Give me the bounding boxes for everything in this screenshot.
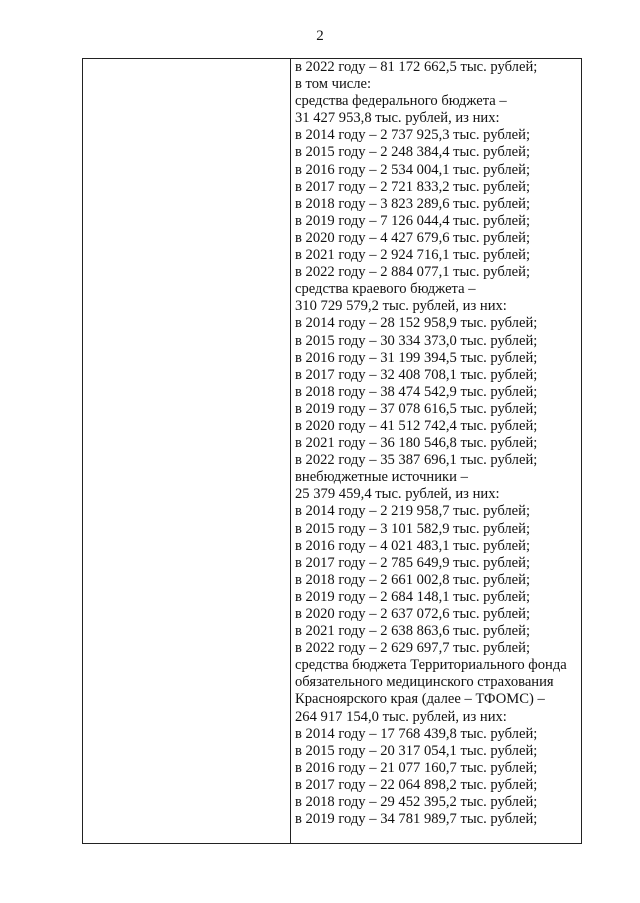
budget-line: в 2014 году – 28 152 958,9 тыс. рублей; <box>295 315 538 332</box>
budget-line: в 2019 году – 7 126 044,4 тыс. рублей; <box>295 212 531 229</box>
budget-line: в 2018 году – 3 823 289,6 тыс. рублей; <box>295 195 531 212</box>
budget-line: в 2014 году – 2 737 925,3 тыс. рублей; <box>295 127 531 144</box>
budget-line: в 2019 году – 2 684 148,1 тыс. рублей; <box>295 588 531 605</box>
budget-line: в 2022 году – 81 172 662,5 тыс. рублей; <box>295 59 538 75</box>
budget-line: в 2016 году – 31 199 394,5 тыс. рублей; <box>295 349 538 366</box>
budget-line: в 2022 году – 2 884 077,1 тыс. рублей; <box>295 264 531 281</box>
budget-line: в 2018 году – 29 452 395,2 тыс. рублей; <box>295 794 538 811</box>
table-cell-right <box>291 59 582 844</box>
table-cell-left <box>83 59 291 844</box>
budget-line: 25 379 459,4 тыс. рублей, из них: <box>295 486 500 503</box>
budget-line: 264 917 154,0 тыс. рублей, из них: <box>295 708 507 725</box>
budget-line: обязательного медицинского страхования <box>295 674 554 691</box>
budget-line: в 2015 году – 2 248 384,4 тыс. рублей; <box>295 144 531 161</box>
budget-line: в 2015 году – 3 101 582,9 тыс. рублей; <box>295 520 531 537</box>
budget-line: в 2016 году – 2 534 004,1 тыс. рублей; <box>295 161 531 178</box>
budget-line: внебюджетные источники – <box>295 469 468 486</box>
budget-line: в 2014 году – 17 768 439,8 тыс. рублей; <box>295 725 538 742</box>
budget-line: средства бюджета Территориального фонда <box>295 657 567 674</box>
budget-line: в 2021 году – 36 180 546,8 тыс. рублей; <box>295 435 538 452</box>
budget-line: в 2014 году – 2 219 958,7 тыс. рублей; <box>295 503 531 520</box>
budget-line: в 2020 году – 2 637 072,6 тыс. рублей; <box>295 606 531 622</box>
budget-line: в 2021 году – 2 924 716,1 тыс. рублей; <box>295 247 531 264</box>
budget-line: в 2017 году – 2 721 833,2 тыс. рублей; <box>295 178 531 195</box>
budget-line: средства краевого бюджета – <box>295 281 476 298</box>
budget-line: 310 729 579,2 тыс. рублей, из них: <box>295 298 507 315</box>
budget-line: в 2020 году – 41 512 742,4 тыс. рублей; <box>295 417 538 434</box>
budget-line: в 2021 году – 2 638 863,6 тыс. рублей; <box>295 623 531 640</box>
budget-line: в 2017 году – 2 785 649,9 тыс. рублей; <box>295 554 531 571</box>
budget-line: Красноярского края (далее – ТФОМС) – <box>295 691 545 708</box>
budget-line: в 2017 году – 22 064 898,2 тыс. рублей; <box>295 776 538 793</box>
budget-line: в 2015 году – 20 317 054,1 тыс. рублей; <box>295 742 538 759</box>
budget-line: в 2017 году – 32 408 708,1 тыс. рублей; <box>295 366 538 383</box>
budget-line: в 2016 году – 4 021 483,1 тыс. рублей; <box>295 537 531 554</box>
budget-line: средства федерального бюджета – <box>295 93 507 110</box>
budget-line: в 2019 году – 37 078 616,5 тыс. рублей; <box>295 400 538 417</box>
budget-line: в 2022 году – 35 387 696,1 тыс. рублей; <box>295 452 538 469</box>
budget-line: в 2018 году – 2 661 002,8 тыс. рублей; <box>295 571 531 588</box>
budget-lines <box>295 59 581 828</box>
budget-table <box>82 58 582 844</box>
table-row <box>83 59 582 844</box>
budget-line: в 2020 году – 4 427 679,6 тыс. рублей; <box>295 229 531 246</box>
budget-line: в 2019 году – 34 781 989,7 тыс. рублей; <box>295 811 538 828</box>
budget-line: в том числе: <box>295 76 372 93</box>
budget-line: в 2016 году – 21 077 160,7 тыс. рублей; <box>295 759 538 776</box>
page-number: 2 <box>316 28 324 44</box>
budget-line: в 2015 году – 30 334 373,0 тыс. рублей; <box>295 332 538 349</box>
budget-line: в 2018 году – 38 474 542,9 тыс. рублей; <box>295 383 538 400</box>
budget-line: в 2022 году – 2 629 697,7 тыс. рублей; <box>295 640 531 657</box>
budget-line: 31 427 953,8 тыс. рублей, из них: <box>295 110 500 127</box>
